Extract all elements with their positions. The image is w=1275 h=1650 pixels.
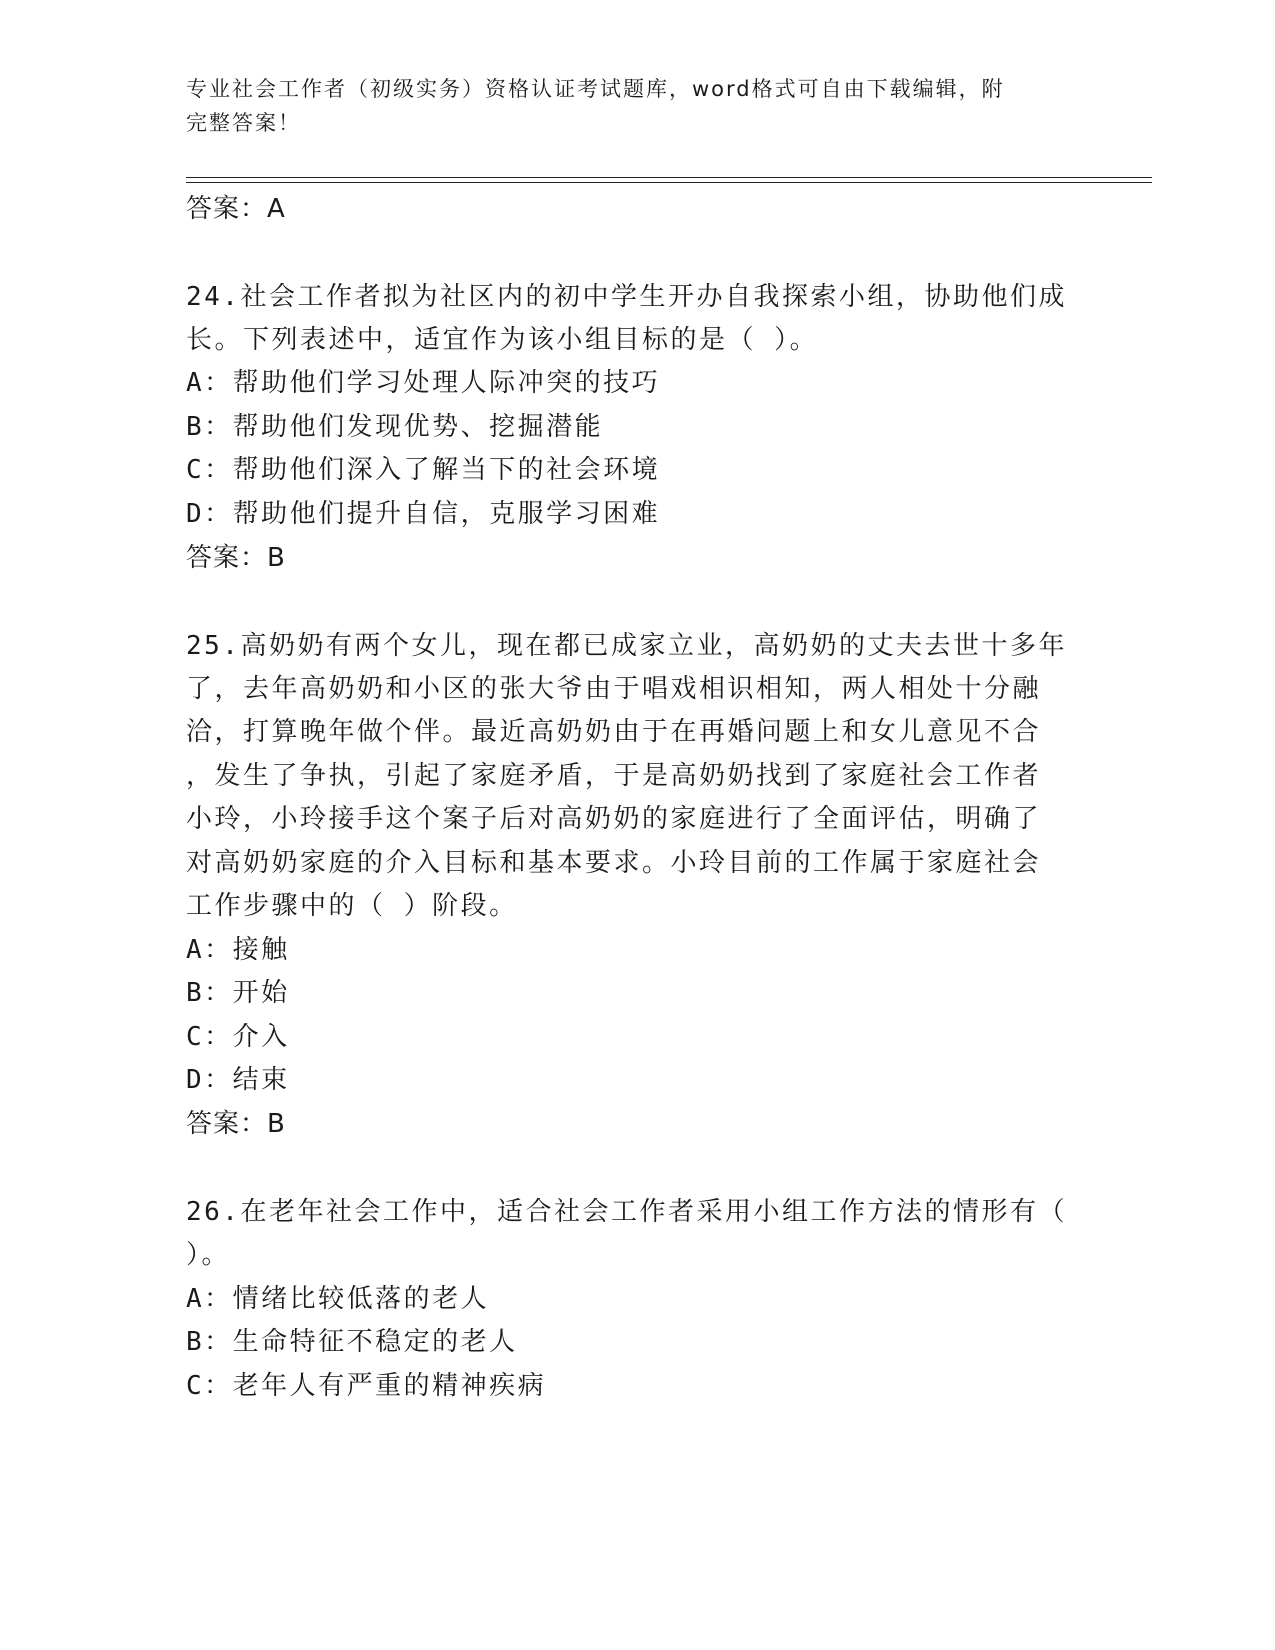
question-24-option-a: A：帮助他们学习处理人际冲突的技巧 <box>186 368 661 398</box>
question-25-option-c: C：介入 <box>186 1022 290 1052</box>
question-25-line-4: ，发生了争执，引起了家庭矛盾，于是高奶奶找到了家庭社会工作者 <box>186 761 1042 791</box>
question-25-option-b: B：开始 <box>186 978 290 1008</box>
question-24-answer: 答案：B <box>186 543 286 573</box>
header-rule-top <box>186 177 1152 178</box>
question-26-option-b: B：生命特征不稳定的老人 <box>186 1327 518 1357</box>
question-25-option-d: D：结束 <box>186 1065 290 1095</box>
header-rule-bottom <box>186 182 1152 183</box>
question-25-answer: 答案：B <box>186 1109 286 1139</box>
question-24-line-2: 长。下列表述中，适宜作为该小组目标的是（ ）。 <box>186 325 819 355</box>
header-line-2: 完整答案！ <box>186 111 301 135</box>
question-25-line-7: 工作步骤中的（ ）阶段。 <box>186 891 518 921</box>
question-24-option-c: C：帮助他们深入了解当下的社会环境 <box>186 455 661 485</box>
question-24-line-1: 24.社会工作者拟为社区内的初中学生开办自我探索小组，协助他们成 <box>186 282 1067 312</box>
header-line-1: 专业社会工作者（初级实务）资格认证考试题库，word格式可自由下载编辑，附 <box>186 77 1005 101</box>
question-25-line-3: 洽，打算晚年做个伴。最近高奶奶由于在再婚问题上和女儿意见不合 <box>186 717 1042 747</box>
question-26-option-a: A：情绪比较低落的老人 <box>186 1284 490 1314</box>
question-24-option-d: D：帮助他们提升自信，克服学习困难 <box>186 499 661 529</box>
question-24-option-b: B：帮助他们发现优势、挖掘潜能 <box>186 412 604 442</box>
question-25-line-5: 小玲，小玲接手这个案子后对高奶奶的家庭进行了全面评估，明确了 <box>186 804 1042 834</box>
question-25-option-a: A：接触 <box>186 935 290 965</box>
question-25-line-2: 了，去年高奶奶和小区的张大爷由于唱戏相识相知，两人相处十分融 <box>186 674 1042 704</box>
answer-previous: 答案：A <box>186 194 286 224</box>
question-25-line-1: 25.高奶奶有两个女儿，现在都已成家立业，高奶奶的丈夫去世十多年 <box>186 631 1067 661</box>
question-25-line-6: 对高奶奶家庭的介入目标和基本要求。小玲目前的工作属于家庭社会 <box>186 848 1042 878</box>
document-header <box>186 72 1086 140</box>
question-26-option-c: C：老年人有严重的精神疾病 <box>186 1371 547 1401</box>
question-26-line-1: 26.在老年社会工作中，适合社会工作者采用小组工作方法的情形有（ <box>186 1197 1067 1227</box>
question-26-line-2: ）。 <box>186 1240 231 1270</box>
